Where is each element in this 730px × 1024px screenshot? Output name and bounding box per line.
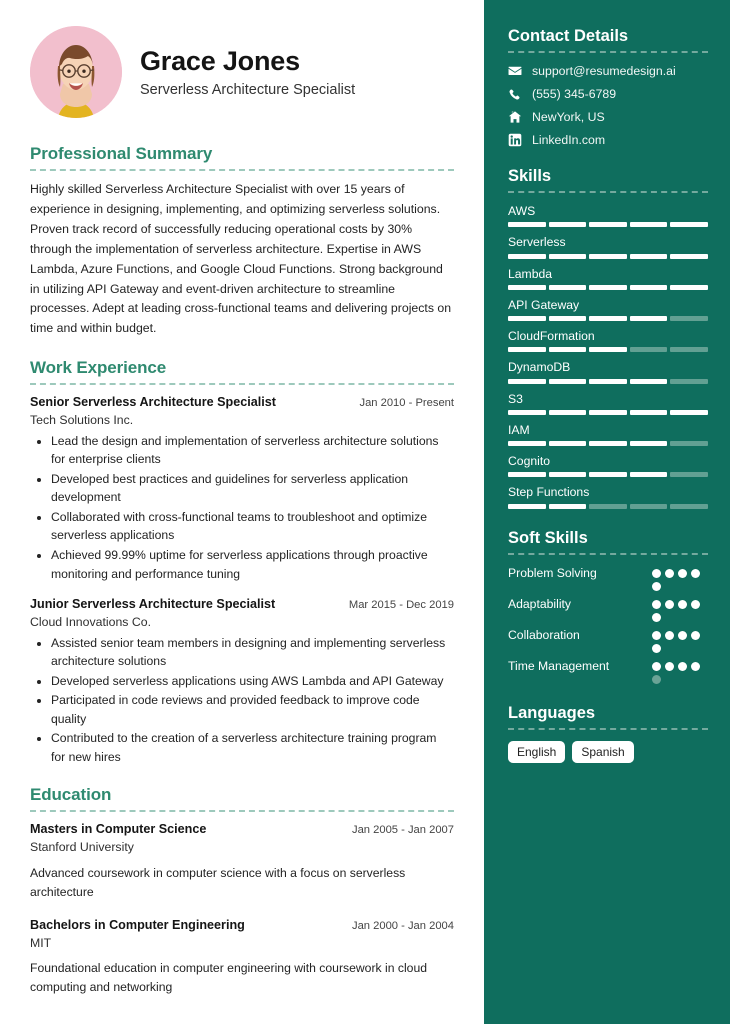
bullet-item: • Collaborated with cross-functional teams to troubleshoot and optimize serverless applications (51, 508, 454, 545)
skill-bar-segment (630, 472, 668, 477)
skill-bar-segment (508, 222, 546, 227)
education-entry-title: Masters in Computer Science (30, 822, 207, 837)
education-entry-description: Advanced coursework in computer science with a focus on serverless architecture (30, 865, 406, 899)
skill-item (508, 267, 708, 290)
skill-bar-segment (589, 254, 627, 259)
skill-bar-segment (670, 254, 708, 259)
skill-bar-segment (508, 316, 546, 321)
contact-value: LinkedIn.com (532, 133, 606, 147)
bullet-item: • Achieved 99.99% uptime for serverless applications through proactive monitoring and performance tuning (51, 546, 454, 583)
rating-dot (691, 600, 700, 609)
language-chip: English (508, 741, 565, 763)
skill-level-bar (508, 441, 708, 446)
skill-name: DynamoDB (508, 360, 571, 375)
summary-text: Highly skilled Serverless Architecture Specialist with over 15 years of experience in designing, implementing, and optimizing serverless solutions. Proven track record of successfully reducing operational costs by 30% through the implementation of serverless architecture. Expertise in AWS Lambda, Azure Functions, and Google Cloud Functions. Strong background in utilizing API Gateway and event-driven architecture to streamline processes. Adept at leading cross-functional teams and delivering projects on time and within budget. (30, 182, 452, 336)
languages-list (508, 741, 708, 763)
education-entry (30, 917, 454, 997)
skill-bar-segment (670, 285, 708, 290)
rating-dot (652, 662, 661, 671)
rating-dot (665, 631, 674, 640)
language-chip: Spanish (572, 741, 633, 763)
work-entry-date: Mar 2015 - Dec 2019 (348, 599, 454, 612)
rating-dot (652, 569, 661, 578)
skill-item (508, 235, 708, 258)
skill-bar-segment (508, 410, 546, 415)
skill-bar-segment (630, 222, 668, 227)
rating-dot (678, 600, 687, 609)
section-divider (30, 810, 454, 812)
skill-bar-segment (589, 316, 627, 321)
soft-skills-list (508, 566, 708, 684)
rating-dot (652, 582, 661, 591)
education-entry (30, 821, 454, 901)
skill-name: S3 (508, 391, 523, 406)
soft-skill-name: Adaptability (508, 596, 572, 611)
section-divider (30, 169, 454, 171)
education-entry-header (30, 821, 454, 838)
contact-row[interactable] (508, 64, 708, 78)
page-title: Grace Jones (140, 45, 300, 76)
skill-level-bar (508, 285, 708, 290)
skill-item (508, 454, 708, 477)
skill-name: Step Functions (508, 485, 590, 500)
section-contact-details (508, 27, 708, 147)
rating-dot (678, 662, 687, 671)
work-entry (30, 394, 454, 583)
rating-dot (691, 631, 700, 640)
contact-value: (555) 345-6789 (532, 87, 617, 101)
section-title-skills: Skills (508, 167, 552, 185)
skill-name: IAM (508, 422, 530, 437)
soft-skill-rating (652, 628, 708, 653)
section-title-education: Education (30, 785, 112, 805)
skill-name: Serverless (508, 235, 566, 250)
skill-item (508, 298, 708, 321)
bullet-item: • Lead the design and implementation of serverless architecture solutions for enterprise clients (51, 432, 454, 469)
soft-skill-rating (652, 597, 708, 622)
contact-list (508, 64, 708, 147)
skill-bar-segment (549, 222, 587, 227)
rating-dot (652, 600, 661, 609)
skill-bar-segment (670, 441, 708, 446)
work-entry-date: Jan 2010 - Present (359, 397, 454, 410)
contact-value: NewYork, US (532, 110, 605, 124)
bullet-item: • Assisted senior team members in designing and implementing serverless architecture solutions (51, 634, 454, 671)
bullet-item: • Participated in code reviews and provided feedback to improve code quality (51, 691, 454, 728)
skill-item (508, 392, 708, 415)
skill-item (508, 204, 708, 227)
work-entry-organization: Tech Solutions Inc. (30, 413, 134, 428)
job-role: Serverless Architecture Specialist (140, 81, 356, 98)
education-entry-description: Foundational education in computer engineering with coursework in cloud computing and networking (30, 961, 428, 994)
work-entry-header (30, 394, 454, 411)
work-entry-bullets (30, 432, 454, 583)
section-title-summary: Professional Summary (30, 144, 213, 163)
section-skills (508, 167, 708, 509)
skill-bar-segment (630, 441, 668, 446)
section-education (30, 785, 454, 997)
contact-row[interactable] (508, 87, 708, 101)
work-entry-title: Junior Serverless Architecture Specialist (30, 597, 276, 612)
skill-bar-segment (508, 347, 546, 352)
contact-row[interactable] (508, 133, 708, 147)
section-divider (30, 383, 454, 385)
skill-name: AWS (508, 204, 536, 218)
skills-list (508, 204, 708, 509)
skill-bar-segment (589, 410, 627, 415)
skill-bar-segment (549, 316, 587, 321)
skill-bar-segment (589, 285, 627, 290)
skill-bar-segment (670, 379, 708, 384)
rating-dot (652, 675, 661, 684)
work-entry (30, 596, 454, 766)
skill-bar-segment (549, 410, 587, 415)
skill-bar-segment (670, 316, 708, 321)
contact-row[interactable] (508, 110, 708, 124)
skill-bar-segment (549, 254, 587, 259)
skill-bar-segment (508, 504, 546, 509)
skill-bar-segment (549, 379, 587, 384)
skill-level-bar (508, 347, 708, 352)
skill-bar-segment (630, 285, 668, 290)
skill-bar-segment (508, 379, 546, 384)
rating-dot (652, 613, 661, 622)
skill-level-bar (508, 316, 708, 321)
rating-dot (665, 662, 674, 671)
section-soft-skills (508, 529, 708, 684)
sidebar (484, 0, 730, 1024)
rating-dot (665, 569, 674, 578)
section-languages (508, 704, 708, 763)
skill-bar-segment (508, 441, 546, 446)
section-work-experience (30, 358, 454, 766)
section-title-contact: Contact Details (508, 27, 629, 45)
skill-level-bar (508, 472, 708, 477)
skill-bar-segment (589, 379, 627, 384)
skill-item (508, 485, 708, 508)
skill-bar-segment (549, 441, 587, 446)
work-entry-title: Senior Serverless Architecture Specialist (30, 395, 276, 410)
skill-bar-segment (589, 347, 627, 352)
section-title-soft-skills: Soft Skills (508, 528, 588, 547)
skill-level-bar (508, 222, 708, 227)
education-entry-institution: MIT (30, 935, 52, 950)
skill-bar-segment (630, 347, 668, 352)
skill-bar-segment (508, 285, 546, 290)
rating-dot (691, 662, 700, 671)
section-title-work: Work Experience (30, 358, 167, 378)
bullet-item: • Developed serverless applications using AWS Lambda and API Gateway (51, 672, 454, 691)
avatar (30, 26, 122, 118)
skill-bar-segment (508, 254, 546, 259)
skill-bar-segment (589, 504, 627, 509)
skill-item (508, 329, 708, 352)
education-entry-date: Jan 2005 - Jan 2007 (351, 824, 454, 837)
education-entry-header (30, 917, 454, 934)
skill-bar-segment (670, 504, 708, 509)
skill-bar-segment (670, 410, 708, 415)
bullet-item: • Contributed to the creation of a serverless architecture training program for new hires (51, 729, 454, 766)
contact-value: support@resumedesign.ai (532, 64, 676, 78)
skill-item (508, 423, 708, 446)
home-icon (508, 110, 522, 124)
skill-bar-segment (549, 472, 587, 477)
section-title-languages: Languages (508, 703, 596, 722)
envelope-icon (508, 64, 522, 78)
education-entry-date: Jan 2000 - Jan 2004 (351, 919, 454, 932)
section-divider (508, 191, 708, 193)
skill-bar-segment (589, 472, 627, 477)
skill-bar-segment (508, 472, 546, 477)
rating-dot (678, 631, 687, 640)
soft-skill-item (508, 659, 708, 684)
section-divider (508, 553, 708, 555)
linkedin-icon (508, 133, 522, 147)
soft-skill-item (508, 628, 708, 653)
skill-bar-segment (589, 222, 627, 227)
skill-level-bar (508, 504, 708, 509)
soft-skill-item (508, 566, 708, 591)
skill-name: Cognito (508, 454, 551, 468)
skill-bar-segment (670, 347, 708, 352)
identity-block (140, 45, 355, 99)
rating-dot (652, 631, 661, 640)
section-divider (508, 728, 708, 730)
rating-dot (652, 644, 661, 653)
work-list (30, 394, 454, 766)
soft-skill-name: Problem Solving (508, 565, 597, 580)
skill-name: API Gateway (508, 297, 580, 312)
education-entry-institution: Stanford University (30, 840, 134, 855)
skill-name: CloudFormation (508, 329, 595, 343)
bullet-item: • Developed best practices and guidelines for serverless application development (51, 470, 454, 507)
soft-skill-rating (652, 566, 708, 591)
resume-header (30, 26, 454, 118)
skill-bar-segment (589, 441, 627, 446)
rating-dot (678, 569, 687, 578)
rating-dot (665, 600, 674, 609)
skill-level-bar (508, 379, 708, 384)
skill-bar-segment (630, 254, 668, 259)
education-list (30, 821, 454, 997)
skill-name: Lambda (508, 266, 553, 281)
rating-dot (691, 569, 700, 578)
soft-skill-rating (652, 659, 708, 684)
skill-bar-segment (670, 222, 708, 227)
soft-skill-item (508, 597, 708, 622)
skill-item (508, 360, 708, 383)
soft-skill-name: Time Management (508, 658, 610, 673)
skill-level-bar (508, 410, 708, 415)
skill-bar-segment (549, 504, 587, 509)
section-professional-summary (30, 144, 454, 339)
soft-skill-name: Collaboration (508, 627, 580, 642)
skill-bar-segment (630, 316, 668, 321)
skill-bar-segment (549, 347, 587, 352)
section-divider (508, 51, 708, 53)
skill-bar-segment (630, 379, 668, 384)
work-entry-bullets (30, 634, 454, 767)
work-entry-header (30, 596, 454, 613)
work-entry-organization: Cloud Innovations Co. (30, 615, 151, 630)
education-entry-title: Bachelors in Computer Engineering (30, 917, 245, 932)
phone-icon (508, 87, 522, 101)
skill-bar-segment (630, 410, 668, 415)
skill-bar-segment (549, 285, 587, 290)
skill-bar-segment (630, 504, 668, 509)
skill-bar-segment (670, 472, 708, 477)
skill-level-bar (508, 254, 708, 259)
